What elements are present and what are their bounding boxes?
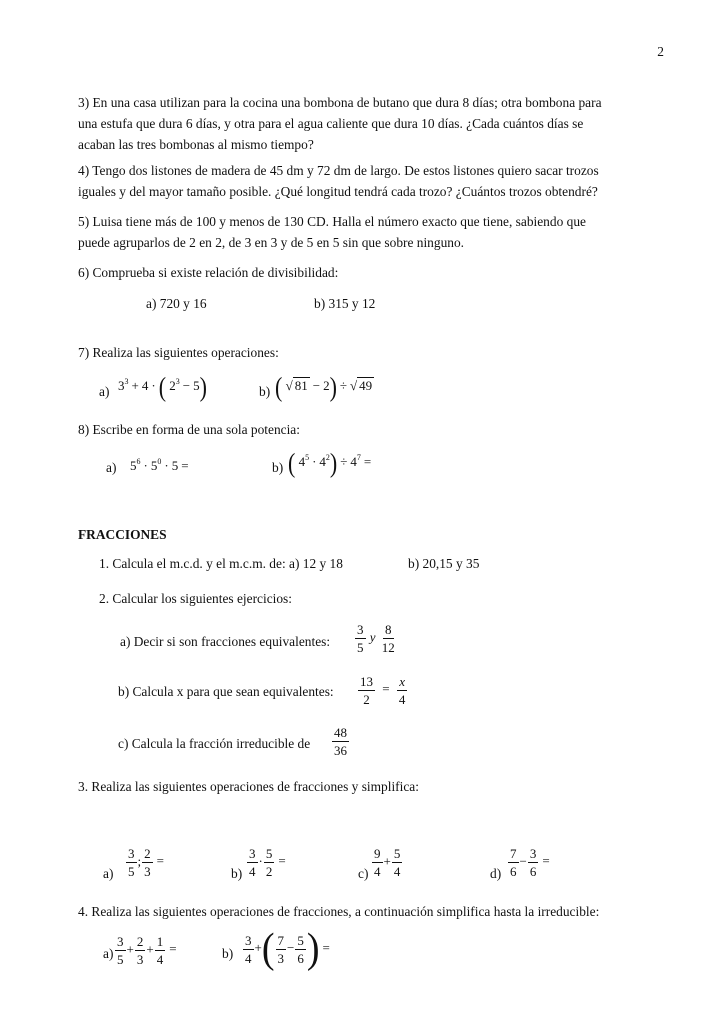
problem-7-b-label: b) <box>259 384 271 399</box>
problem-5-line: 5) Luisa tiene más de 100 y menos de 130 CD. Halla el número exacto que tiene, sabiendo que <box>78 214 586 229</box>
problem-7-b-expression: ( √ 81 − 2) ÷ √ 49 <box>275 370 373 402</box>
fracciones-item-4: 4. Realiza las siguientes operaciones de fracciones, a continuación simplifica hasta la irreducible: <box>78 904 600 919</box>
problem-4-line: iguales y del mayor tamaño posible. ¿Qué longitud tendrá cada trozo? ¿Cuántos trozos obtendré? <box>78 184 598 199</box>
item-3-c-expression: $\frac{9}{4}$ + $\frac{5}{4}$ <box>374 846 401 879</box>
item-3-d-label: d) <box>490 866 502 881</box>
fracciones-item-2-c: c) Calcula la fracción irreducible de <box>118 736 311 751</box>
problem-8-a-expression: $5^6 \cdot 5^0 \cdot 5$ = <box>130 457 189 473</box>
fracciones-item-2: 2. Calcular los siguientes ejercicios: <box>99 591 292 606</box>
item-3-d-expression: $\frac{7}{6}$ − $\frac{3}{6}$ = <box>510 846 550 879</box>
problem-3 <box>78 92 658 155</box>
problem-6-b: b) 315 y 12 <box>314 296 376 311</box>
problem-7-a-expression: $3^3 + 4$ · ( $2^3 - 5$) <box>118 370 207 402</box>
fracciones-item-1-b: b) 20,15 y 35 <box>408 556 480 571</box>
problem-5 <box>78 211 658 253</box>
problem-8-b-label: b) <box>272 460 284 475</box>
problem-6-title: 6) Comprueba si existe relación de divisibilidad: <box>78 265 339 280</box>
problem-4-line: 4) Tengo dos listones de madera de 45 dm y 72 dm de largo. De estos listones quiero sacar trozos <box>78 163 599 178</box>
page-number: 2 <box>657 44 664 59</box>
item-2-b-expression: $\frac{13}{2}$ = $\frac{x}{4}$ <box>360 674 406 707</box>
problem-6-a: a) 720 y 16 <box>146 296 207 311</box>
item-3-c-label: c) <box>358 866 369 881</box>
problem-3-line: acaban las tres bombonas al mismo tiempo? <box>78 137 314 152</box>
problem-3-line: una estufa que dura 6 días, y otra para el agua caliente que dura 10 días. ¿Cada cuántos días se <box>78 116 584 131</box>
problem-4 <box>78 160 658 202</box>
fracciones-item-1: 1. Calcula el m.c.d. y el m.c.m. de: a) 12 y 18 <box>99 556 343 571</box>
fracciones-item-2-b: b) Calcula x para que sean equivalentes: <box>118 684 334 699</box>
fracciones-item-3: 3. Realiza las siguientes operaciones de fracciones y simplifica: <box>78 779 419 794</box>
item-3-b-expression: $\frac{3}{4}$ · $\frac{5}{2}$ = <box>249 846 286 879</box>
item-4-b-expression: $\frac{3}{4}$ +( $\frac{7}{3}$ − $\frac{5}{6}$ ) = <box>245 925 330 973</box>
problem-7-a-label: a) <box>99 384 110 399</box>
problem-8-a-label: a) <box>106 460 117 475</box>
item-3-a-expression: $\frac{3}{5}$ ; $\frac{2}{3}$ = <box>128 846 164 879</box>
problem-3-line: 3) En una casa utilizan para la cocina una bombona de butano que dura 8 días; otra bombona para <box>78 95 602 110</box>
problem-8-title: 8) Escribe en forma de una sola potencia: <box>78 422 300 437</box>
item-3-a-label: a) <box>103 866 114 881</box>
problem-8-b-expression: ( $4^5 \cdot 4^2) \div 4^7$ = <box>288 446 372 478</box>
item-4-b-label: b) <box>222 946 234 961</box>
item-2-c-expression: $\frac{48}{36}$ <box>334 725 347 758</box>
fracciones-heading: FRACCIONES <box>78 527 167 542</box>
item-4-a-expression: $\frac{3}{5}$ + $\frac{2}{3}$ + $\frac{1}{4}$ = <box>117 934 177 967</box>
item-3-b-label: b) <box>231 866 243 881</box>
problem-5-line: puede agruparlos de 2 en 2, de 3 en 3 y de 5 en 5 sin que sobre ninguno. <box>78 235 465 250</box>
item-4-a-label: a) <box>103 946 114 961</box>
problem-7-title: 7) Realiza las siguientes operaciones: <box>78 345 279 360</box>
item-2-a-expression: $\frac{3}{5}$ y $\frac{8}{12}$ <box>357 622 395 655</box>
fracciones-item-2-a: a) Decir si son fracciones equivalentes: <box>120 634 331 649</box>
